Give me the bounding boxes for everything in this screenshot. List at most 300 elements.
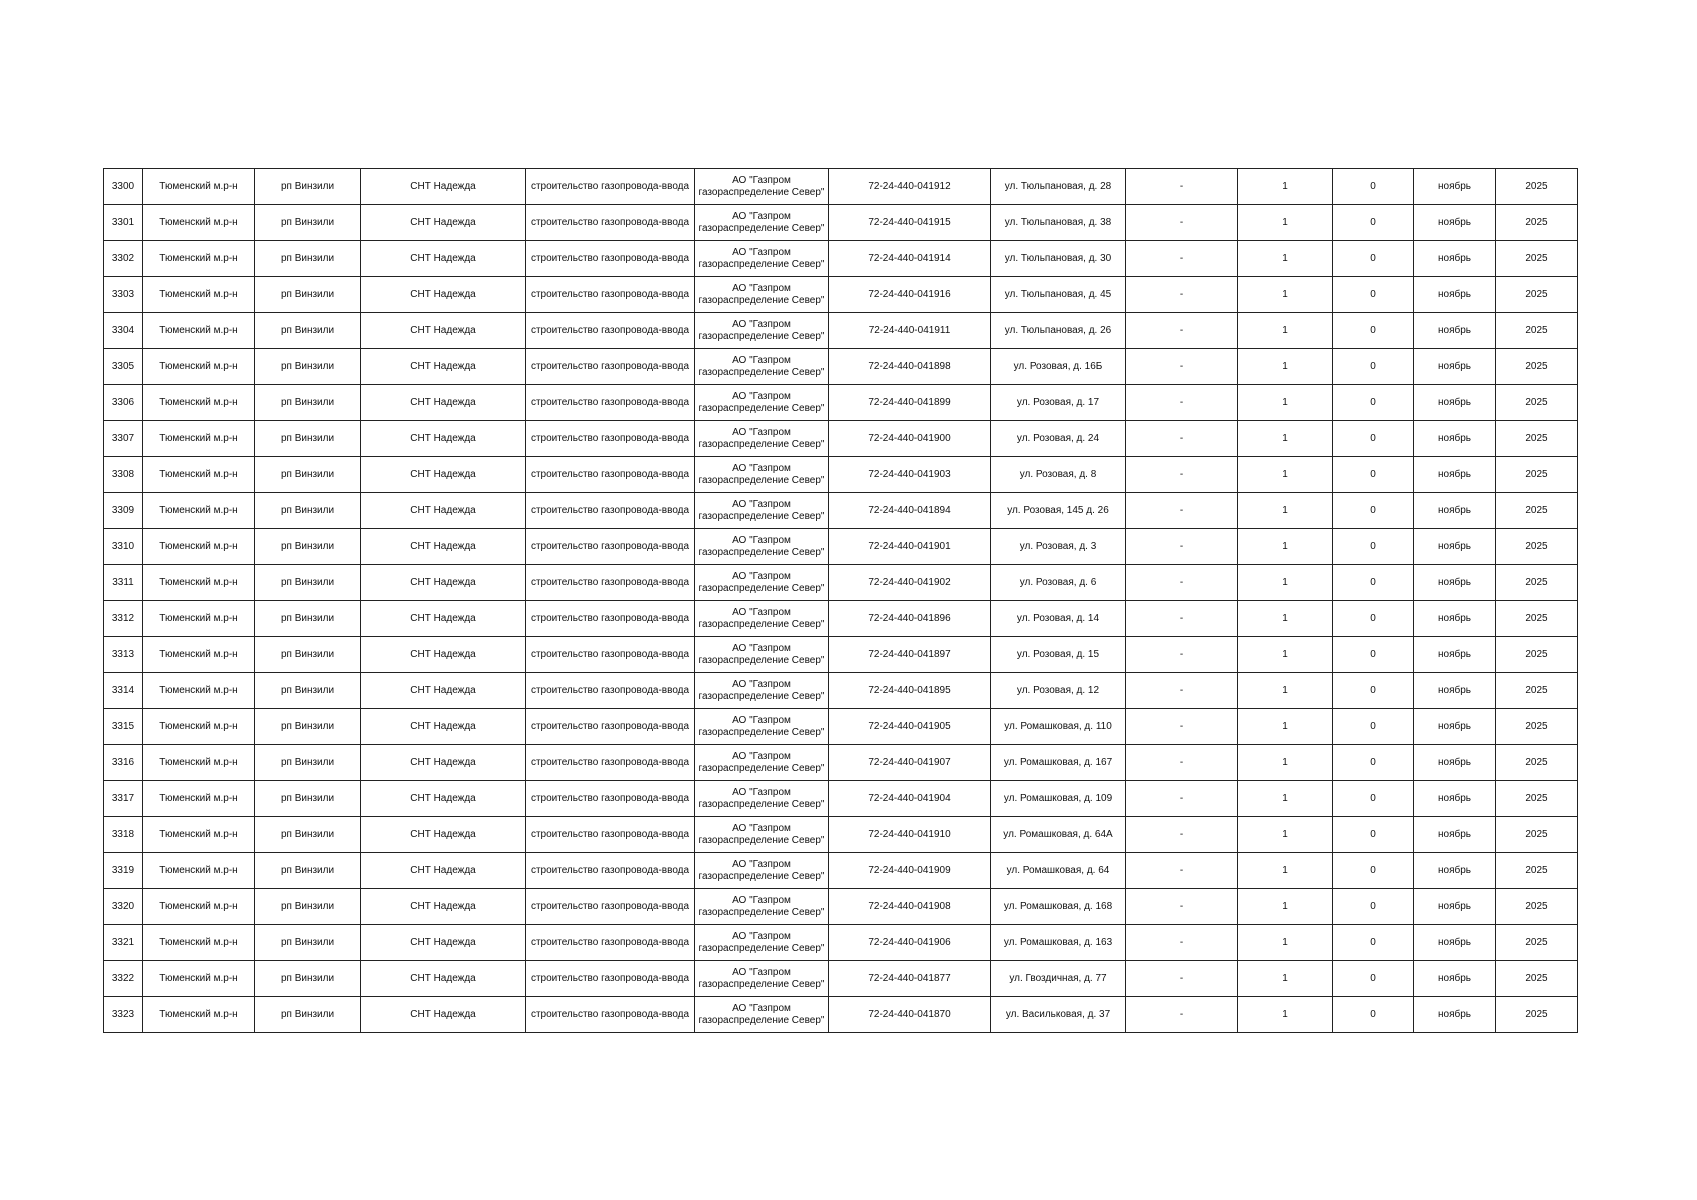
organization-line-2: газораспределение Север"	[698, 402, 825, 414]
year-cell: 2025	[1496, 997, 1578, 1033]
organization-cell	[695, 925, 829, 961]
work-type-cell: строительство газопровода-ввода	[526, 925, 695, 961]
organization-line-1: АО "Газпром	[732, 210, 791, 222]
row-number-cell: 3300	[104, 169, 143, 205]
organization-cell	[695, 421, 829, 457]
location-cell: СНТ Надежда	[361, 745, 526, 781]
year-cell: 2025	[1496, 889, 1578, 925]
table-row	[104, 349, 1578, 385]
dash-cell: -	[1126, 781, 1238, 817]
table-row	[104, 529, 1578, 565]
settlement-cell: рп Винзили	[255, 997, 361, 1033]
table-row	[104, 169, 1578, 205]
organization-line-2: газораспределение Север"	[698, 366, 825, 378]
location-cell: СНТ Надежда	[361, 853, 526, 889]
dash-cell: -	[1126, 457, 1238, 493]
count-cell: 1	[1238, 601, 1333, 637]
address-cell: ул. Розовая, д. 14	[991, 601, 1126, 637]
work-type-cell: строительство газопровода-ввода	[526, 493, 695, 529]
organization-line-1: АО "Газпром	[732, 390, 791, 402]
dash-cell: -	[1126, 565, 1238, 601]
location-cell: СНТ Надежда	[361, 349, 526, 385]
address-cell: ул. Розовая, д. 16Б	[991, 349, 1126, 385]
row-number-cell: 3318	[104, 817, 143, 853]
count-cell: 1	[1238, 781, 1333, 817]
table-row	[104, 241, 1578, 277]
work-type-cell: строительство газопровода-ввода	[526, 745, 695, 781]
location-cell: СНТ Надежда	[361, 925, 526, 961]
month-cell: ноябрь	[1414, 457, 1496, 493]
count-cell: 1	[1238, 313, 1333, 349]
table-row	[104, 961, 1578, 997]
row-number-cell: 3319	[104, 853, 143, 889]
cadastral-number-cell: 72-24-440-041905	[829, 709, 991, 745]
district-cell: Тюменский м.р-н	[143, 385, 255, 421]
location-cell: СНТ Надежда	[361, 277, 526, 313]
organization-cell	[695, 745, 829, 781]
row-number-cell: 3310	[104, 529, 143, 565]
count-cell: 1	[1238, 961, 1333, 997]
dash-cell: -	[1126, 313, 1238, 349]
zero-value-cell: 0	[1333, 313, 1414, 349]
month-cell: ноябрь	[1414, 385, 1496, 421]
organization-cell	[695, 313, 829, 349]
district-cell: Тюменский м.р-н	[143, 241, 255, 277]
settlement-cell: рп Винзили	[255, 205, 361, 241]
count-cell: 1	[1238, 205, 1333, 241]
cadastral-number-cell: 72-24-440-041898	[829, 349, 991, 385]
organization-line-2: газораспределение Север"	[698, 510, 825, 522]
year-cell: 2025	[1496, 241, 1578, 277]
year-cell: 2025	[1496, 745, 1578, 781]
settlement-cell: рп Винзили	[255, 277, 361, 313]
address-cell: ул. Ромашковая, д. 167	[991, 745, 1126, 781]
zero-value-cell: 0	[1333, 493, 1414, 529]
organization-line-1: АО "Газпром	[732, 606, 791, 618]
year-cell: 2025	[1496, 961, 1578, 997]
address-cell: ул. Ромашковая, д. 110	[991, 709, 1126, 745]
organization-cell	[695, 241, 829, 277]
count-cell: 1	[1238, 817, 1333, 853]
settlement-cell: рп Винзили	[255, 817, 361, 853]
cadastral-number-cell: 72-24-440-041907	[829, 745, 991, 781]
district-cell: Тюменский м.р-н	[143, 277, 255, 313]
settlement-cell: рп Винзили	[255, 709, 361, 745]
zero-value-cell: 0	[1333, 709, 1414, 745]
organization-line-1: АО "Газпром	[732, 246, 791, 258]
month-cell: ноябрь	[1414, 961, 1496, 997]
location-cell: СНТ Надежда	[361, 673, 526, 709]
address-cell: ул. Розовая, д. 6	[991, 565, 1126, 601]
row-number-cell: 3308	[104, 457, 143, 493]
district-cell: Тюменский м.р-н	[143, 997, 255, 1033]
row-number-cell: 3301	[104, 205, 143, 241]
work-type-cell: строительство газопровода-ввода	[526, 601, 695, 637]
settlement-cell: рп Винзили	[255, 637, 361, 673]
organization-line-2: газораспределение Север"	[698, 330, 825, 342]
row-number-cell: 3309	[104, 493, 143, 529]
table-row	[104, 781, 1578, 817]
zero-value-cell: 0	[1333, 529, 1414, 565]
month-cell: ноябрь	[1414, 925, 1496, 961]
organization-line-1: АО "Газпром	[732, 534, 791, 546]
count-cell: 1	[1238, 529, 1333, 565]
settlement-cell: рп Винзили	[255, 349, 361, 385]
settlement-cell: рп Винзили	[255, 529, 361, 565]
dash-cell: -	[1126, 709, 1238, 745]
organization-cell	[695, 673, 829, 709]
year-cell: 2025	[1496, 853, 1578, 889]
table-row	[104, 817, 1578, 853]
cadastral-number-cell: 72-24-440-041910	[829, 817, 991, 853]
organization-line-1: АО "Газпром	[732, 318, 791, 330]
zero-value-cell: 0	[1333, 205, 1414, 241]
organization-cell	[695, 493, 829, 529]
organization-line-2: газораспределение Север"	[698, 978, 825, 990]
organization-line-1: АО "Газпром	[732, 642, 791, 654]
organization-line-1: АО "Газпром	[732, 822, 791, 834]
settlement-cell: рп Винзили	[255, 853, 361, 889]
year-cell: 2025	[1496, 709, 1578, 745]
count-cell: 1	[1238, 349, 1333, 385]
location-cell: СНТ Надежда	[361, 421, 526, 457]
organization-cell	[695, 889, 829, 925]
settlement-cell: рп Винзили	[255, 457, 361, 493]
address-cell: ул. Гвоздичная, д. 77	[991, 961, 1126, 997]
organization-cell	[695, 565, 829, 601]
organization-cell	[695, 349, 829, 385]
work-type-cell: строительство газопровода-ввода	[526, 457, 695, 493]
zero-value-cell: 0	[1333, 277, 1414, 313]
month-cell: ноябрь	[1414, 601, 1496, 637]
cadastral-number-cell: 72-24-440-041908	[829, 889, 991, 925]
dash-cell: -	[1126, 925, 1238, 961]
organization-cell	[695, 637, 829, 673]
work-type-cell: строительство газопровода-ввода	[526, 817, 695, 853]
zero-value-cell: 0	[1333, 637, 1414, 673]
cadastral-number-cell: 72-24-440-041909	[829, 853, 991, 889]
organization-cell	[695, 457, 829, 493]
organization-line-2: газораспределение Север"	[698, 582, 825, 594]
dash-cell: -	[1126, 529, 1238, 565]
organization-line-2: газораспределение Север"	[698, 654, 825, 666]
gas-connection-table	[103, 168, 1578, 1033]
row-number-cell: 3311	[104, 565, 143, 601]
dash-cell: -	[1126, 961, 1238, 997]
address-cell: ул. Тюльпановая, д. 45	[991, 277, 1126, 313]
work-type-cell: строительство газопровода-ввода	[526, 853, 695, 889]
cadastral-number-cell: 72-24-440-041916	[829, 277, 991, 313]
settlement-cell: рп Винзили	[255, 421, 361, 457]
cadastral-number-cell: 72-24-440-041906	[829, 925, 991, 961]
organization-cell	[695, 853, 829, 889]
work-type-cell: строительство газопровода-ввода	[526, 421, 695, 457]
address-cell: ул. Розовая, д. 15	[991, 637, 1126, 673]
month-cell: ноябрь	[1414, 169, 1496, 205]
organization-line-2: газораспределение Север"	[698, 546, 825, 558]
zero-value-cell: 0	[1333, 601, 1414, 637]
district-cell: Тюменский м.р-н	[143, 637, 255, 673]
zero-value-cell: 0	[1333, 781, 1414, 817]
row-number-cell: 3306	[104, 385, 143, 421]
address-cell: ул. Тюльпановая, д. 26	[991, 313, 1126, 349]
district-cell: Тюменский м.р-н	[143, 169, 255, 205]
dash-cell: -	[1126, 421, 1238, 457]
table-row	[104, 889, 1578, 925]
year-cell: 2025	[1496, 637, 1578, 673]
organization-line-1: АО "Газпром	[732, 1002, 791, 1014]
row-number-cell: 3312	[104, 601, 143, 637]
work-type-cell: строительство газопровода-ввода	[526, 637, 695, 673]
dash-cell: -	[1126, 889, 1238, 925]
table-row	[104, 925, 1578, 961]
row-number-cell: 3321	[104, 925, 143, 961]
year-cell: 2025	[1496, 529, 1578, 565]
location-cell: СНТ Надежда	[361, 709, 526, 745]
district-cell: Тюменский м.р-н	[143, 457, 255, 493]
district-cell: Тюменский м.р-н	[143, 673, 255, 709]
dash-cell: -	[1126, 817, 1238, 853]
table-row	[104, 853, 1578, 889]
organization-cell	[695, 529, 829, 565]
organization-cell	[695, 169, 829, 205]
location-cell: СНТ Надежда	[361, 889, 526, 925]
table-row	[104, 997, 1578, 1033]
count-cell: 1	[1238, 385, 1333, 421]
district-cell: Тюменский м.р-н	[143, 889, 255, 925]
dash-cell: -	[1126, 673, 1238, 709]
organization-line-1: АО "Газпром	[732, 894, 791, 906]
cadastral-number-cell: 72-24-440-041915	[829, 205, 991, 241]
cadastral-number-cell: 72-24-440-041901	[829, 529, 991, 565]
organization-line-2: газораспределение Север"	[698, 762, 825, 774]
organization-line-2: газораспределение Север"	[698, 690, 825, 702]
district-cell: Тюменский м.р-н	[143, 205, 255, 241]
zero-value-cell: 0	[1333, 349, 1414, 385]
settlement-cell: рп Винзили	[255, 889, 361, 925]
district-cell: Тюменский м.р-н	[143, 961, 255, 997]
month-cell: ноябрь	[1414, 205, 1496, 241]
row-number-cell: 3313	[104, 637, 143, 673]
location-cell: СНТ Надежда	[361, 313, 526, 349]
zero-value-cell: 0	[1333, 457, 1414, 493]
district-cell: Тюменский м.р-н	[143, 853, 255, 889]
month-cell: ноябрь	[1414, 529, 1496, 565]
zero-value-cell: 0	[1333, 421, 1414, 457]
district-cell: Тюменский м.р-н	[143, 421, 255, 457]
organization-line-2: газораспределение Север"	[698, 618, 825, 630]
row-number-cell: 3315	[104, 709, 143, 745]
address-cell: ул. Ромашковая, д. 64А	[991, 817, 1126, 853]
count-cell: 1	[1238, 709, 1333, 745]
settlement-cell: рп Винзили	[255, 241, 361, 277]
settlement-cell: рп Винзили	[255, 169, 361, 205]
location-cell: СНТ Надежда	[361, 565, 526, 601]
dash-cell: -	[1126, 205, 1238, 241]
count-cell: 1	[1238, 277, 1333, 313]
month-cell: ноябрь	[1414, 637, 1496, 673]
dash-cell: -	[1126, 241, 1238, 277]
year-cell: 2025	[1496, 565, 1578, 601]
zero-value-cell: 0	[1333, 853, 1414, 889]
location-cell: СНТ Надежда	[361, 385, 526, 421]
month-cell: ноябрь	[1414, 349, 1496, 385]
work-type-cell: строительство газопровода-ввода	[526, 205, 695, 241]
settlement-cell: рп Винзили	[255, 601, 361, 637]
work-type-cell: строительство газопровода-ввода	[526, 169, 695, 205]
cadastral-number-cell: 72-24-440-041870	[829, 997, 991, 1033]
organization-line-1: АО "Газпром	[732, 426, 791, 438]
district-cell: Тюменский м.р-н	[143, 745, 255, 781]
cadastral-number-cell: 72-24-440-041899	[829, 385, 991, 421]
table-row	[104, 385, 1578, 421]
district-cell: Тюменский м.р-н	[143, 313, 255, 349]
organization-line-2: газораспределение Север"	[698, 1014, 825, 1026]
settlement-cell: рп Винзили	[255, 385, 361, 421]
organization-line-1: АО "Газпром	[732, 174, 791, 186]
organization-line-2: газораспределение Север"	[698, 438, 825, 450]
month-cell: ноябрь	[1414, 997, 1496, 1033]
dash-cell: -	[1126, 349, 1238, 385]
location-cell: СНТ Надежда	[361, 637, 526, 673]
district-cell: Тюменский м.р-н	[143, 349, 255, 385]
work-type-cell: строительство газопровода-ввода	[526, 781, 695, 817]
count-cell: 1	[1238, 169, 1333, 205]
table-row	[104, 313, 1578, 349]
district-cell: Тюменский м.р-н	[143, 493, 255, 529]
settlement-cell: рп Винзили	[255, 745, 361, 781]
month-cell: ноябрь	[1414, 817, 1496, 853]
zero-value-cell: 0	[1333, 565, 1414, 601]
year-cell: 2025	[1496, 205, 1578, 241]
organization-line-1: АО "Газпром	[732, 930, 791, 942]
table-body	[104, 169, 1578, 1033]
work-type-cell: строительство газопровода-ввода	[526, 709, 695, 745]
organization-line-2: газораспределение Север"	[698, 906, 825, 918]
address-cell: ул. Тюльпановая, д. 30	[991, 241, 1126, 277]
work-type-cell: строительство газопровода-ввода	[526, 673, 695, 709]
organization-cell	[695, 205, 829, 241]
work-type-cell: строительство газопровода-ввода	[526, 889, 695, 925]
year-cell: 2025	[1496, 349, 1578, 385]
district-cell: Тюменский м.р-н	[143, 529, 255, 565]
month-cell: ноябрь	[1414, 781, 1496, 817]
dash-cell: -	[1126, 601, 1238, 637]
row-number-cell: 3320	[104, 889, 143, 925]
district-cell: Тюменский м.р-н	[143, 781, 255, 817]
row-number-cell: 3322	[104, 961, 143, 997]
organization-line-2: газораспределение Север"	[698, 798, 825, 810]
work-type-cell: строительство газопровода-ввода	[526, 565, 695, 601]
organization-line-2: газораспределение Север"	[698, 294, 825, 306]
organization-line-1: АО "Газпром	[732, 786, 791, 798]
location-cell: СНТ Надежда	[361, 457, 526, 493]
row-number-cell: 3317	[104, 781, 143, 817]
organization-line-1: АО "Газпром	[732, 714, 791, 726]
settlement-cell: рп Винзили	[255, 493, 361, 529]
count-cell: 1	[1238, 493, 1333, 529]
organization-cell	[695, 781, 829, 817]
year-cell: 2025	[1496, 277, 1578, 313]
year-cell: 2025	[1496, 457, 1578, 493]
address-cell: ул. Розовая, д. 24	[991, 421, 1126, 457]
year-cell: 2025	[1496, 385, 1578, 421]
cadastral-number-cell: 72-24-440-041877	[829, 961, 991, 997]
row-number-cell: 3305	[104, 349, 143, 385]
district-cell: Тюменский м.р-н	[143, 925, 255, 961]
cadastral-number-cell: 72-24-440-041896	[829, 601, 991, 637]
work-type-cell: строительство газопровода-ввода	[526, 997, 695, 1033]
address-cell: ул. Розовая, д. 17	[991, 385, 1126, 421]
month-cell: ноябрь	[1414, 673, 1496, 709]
row-number-cell: 3307	[104, 421, 143, 457]
work-type-cell: строительство газопровода-ввода	[526, 349, 695, 385]
month-cell: ноябрь	[1414, 565, 1496, 601]
month-cell: ноябрь	[1414, 889, 1496, 925]
zero-value-cell: 0	[1333, 925, 1414, 961]
organization-cell	[695, 601, 829, 637]
location-cell: СНТ Надежда	[361, 817, 526, 853]
location-cell: СНТ Надежда	[361, 169, 526, 205]
table-row	[104, 601, 1578, 637]
year-cell: 2025	[1496, 817, 1578, 853]
location-cell: СНТ Надежда	[361, 601, 526, 637]
organization-line-2: газораспределение Север"	[698, 258, 825, 270]
zero-value-cell: 0	[1333, 997, 1414, 1033]
settlement-cell: рп Винзили	[255, 313, 361, 349]
organization-line-2: газораспределение Север"	[698, 834, 825, 846]
organization-line-2: газораспределение Север"	[698, 726, 825, 738]
dash-cell: -	[1126, 745, 1238, 781]
count-cell: 1	[1238, 637, 1333, 673]
address-cell: ул. Ромашковая, д. 64	[991, 853, 1126, 889]
address-cell: ул. Ромашковая, д. 109	[991, 781, 1126, 817]
zero-value-cell: 0	[1333, 817, 1414, 853]
cadastral-number-cell: 72-24-440-041895	[829, 673, 991, 709]
address-cell: ул. Тюльпановая, д. 38	[991, 205, 1126, 241]
location-cell: СНТ Надежда	[361, 529, 526, 565]
row-number-cell: 3304	[104, 313, 143, 349]
cadastral-number-cell: 72-24-440-041897	[829, 637, 991, 673]
count-cell: 1	[1238, 925, 1333, 961]
work-type-cell: строительство газопровода-ввода	[526, 385, 695, 421]
address-cell: ул. Розовая, д. 12	[991, 673, 1126, 709]
cadastral-number-cell: 72-24-440-041900	[829, 421, 991, 457]
cadastral-number-cell: 72-24-440-041902	[829, 565, 991, 601]
district-cell: Тюменский м.р-н	[143, 817, 255, 853]
work-type-cell: строительство газопровода-ввода	[526, 961, 695, 997]
table-row	[104, 205, 1578, 241]
organization-line-1: АО "Газпром	[732, 966, 791, 978]
organization-line-1: АО "Газпром	[732, 570, 791, 582]
location-cell: СНТ Надежда	[361, 493, 526, 529]
organization-cell	[695, 277, 829, 313]
count-cell: 1	[1238, 565, 1333, 601]
year-cell: 2025	[1496, 673, 1578, 709]
zero-value-cell: 0	[1333, 889, 1414, 925]
month-cell: ноябрь	[1414, 241, 1496, 277]
month-cell: ноябрь	[1414, 709, 1496, 745]
year-cell: 2025	[1496, 421, 1578, 457]
row-number-cell: 3303	[104, 277, 143, 313]
table-row	[104, 493, 1578, 529]
dash-cell: -	[1126, 169, 1238, 205]
row-number-cell: 3302	[104, 241, 143, 277]
month-cell: ноябрь	[1414, 421, 1496, 457]
cadastral-number-cell: 72-24-440-041914	[829, 241, 991, 277]
dash-cell: -	[1126, 997, 1238, 1033]
organization-line-2: газораспределение Север"	[698, 474, 825, 486]
